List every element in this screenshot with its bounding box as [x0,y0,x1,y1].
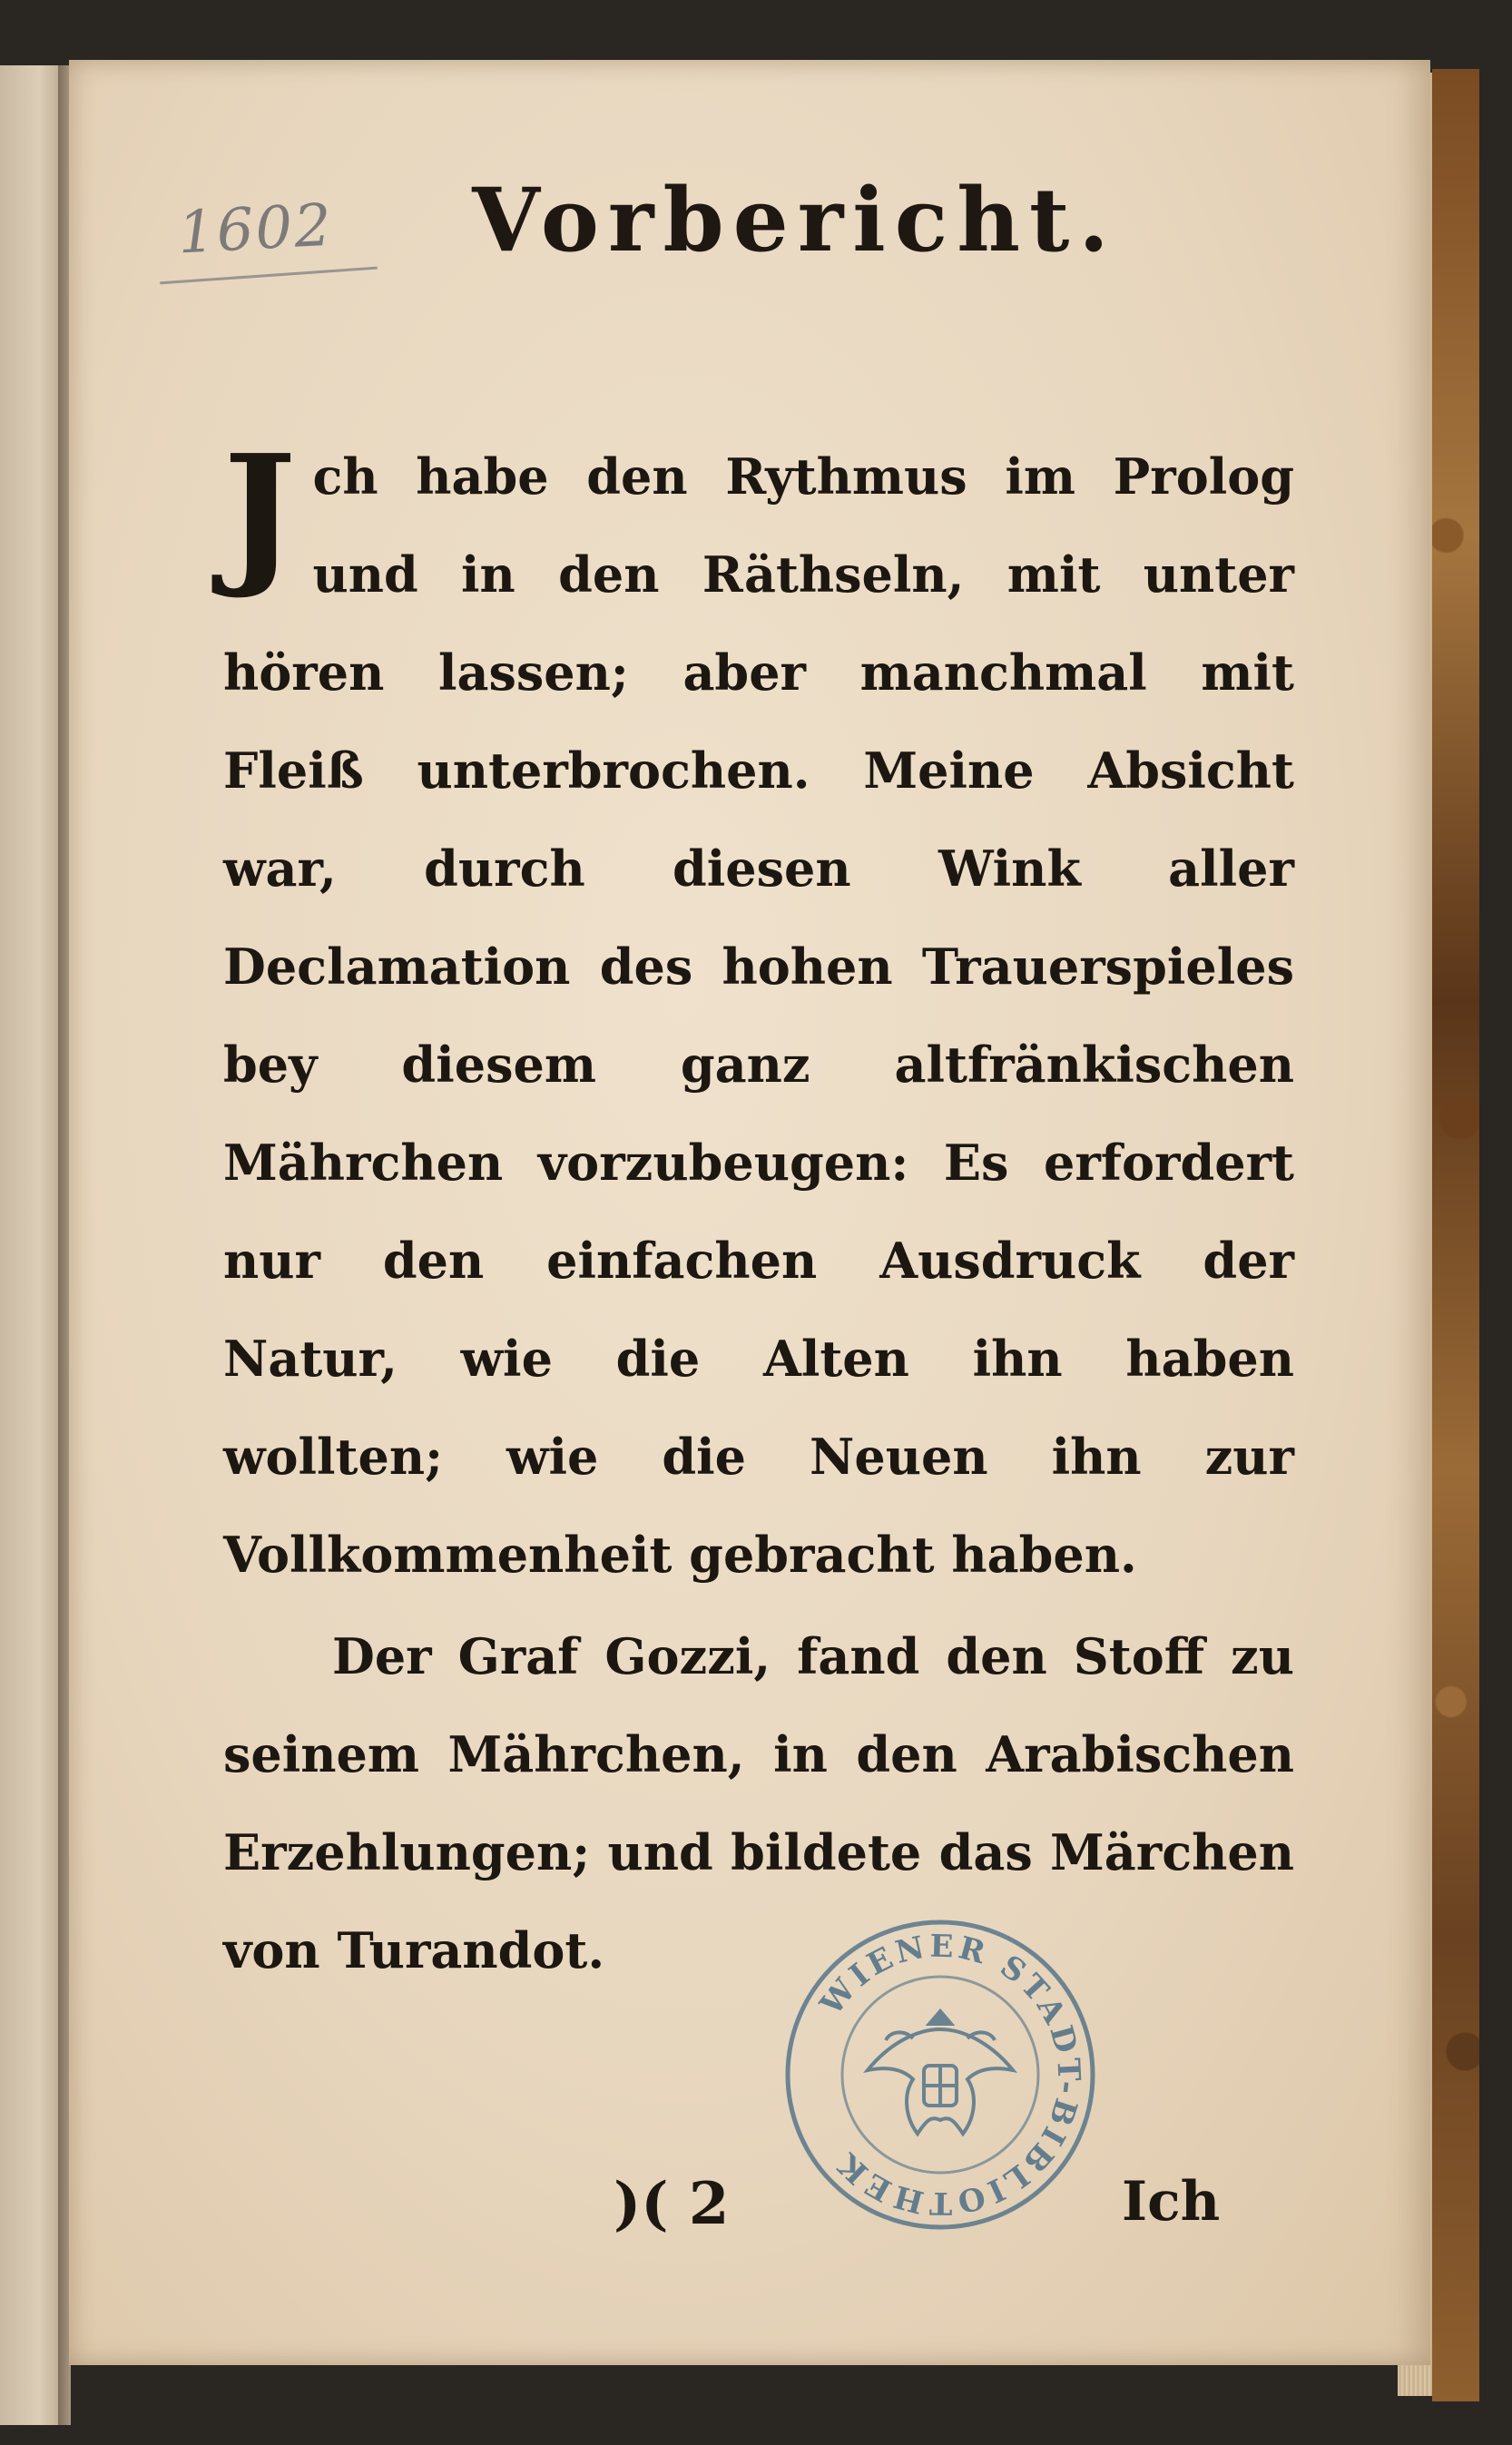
paragraph-1-text: ch habe den Rythmus im Prolog und in den Räthseln, mit unter hören lassen; aber manchmal mit Fleiß unterbrochen. Meine Absicht war, durch diesen Wink aller Declamation des hohen Trauerspieles bey diesem ganz altfränkischen Mährchen vorzubeugen: Es erfordert nur den einfachen Ausdruck der Natur, wie die Alten ihn haben wollten; wie die Neuen ihn zur Vollkommenheit gebracht haben. [223,447,1294,1584]
facing-page-edge [0,65,65,2425]
paragraph-1 [223,421,1294,1604]
library-stamp [777,1911,1104,2238]
stamp-text: WIENER STADT-BIBLIOTHEK [813,1928,1087,2222]
page-title: Vorbericht. [472,169,1118,271]
drop-cap: J [223,421,297,603]
signature-mark: )( 2 [614,2170,730,2238]
double-eagle-icon [868,2011,1013,2134]
catchword: Ich [1122,2170,1221,2234]
book-page [69,60,1430,2365]
handwritten-shelfmark: 1602 [176,191,335,268]
book-binding [1432,69,1479,2401]
svg-text:WIENER STADT-BIBLIOTHEK [813,1929,1087,2221]
paragraph-2: Der Graf Gozzi, fand den Stoff zu seinem Mährchen, in den Arabischen Erzehlungen; und bildete das Märchen von Turandot. [223,1627,1294,1979]
